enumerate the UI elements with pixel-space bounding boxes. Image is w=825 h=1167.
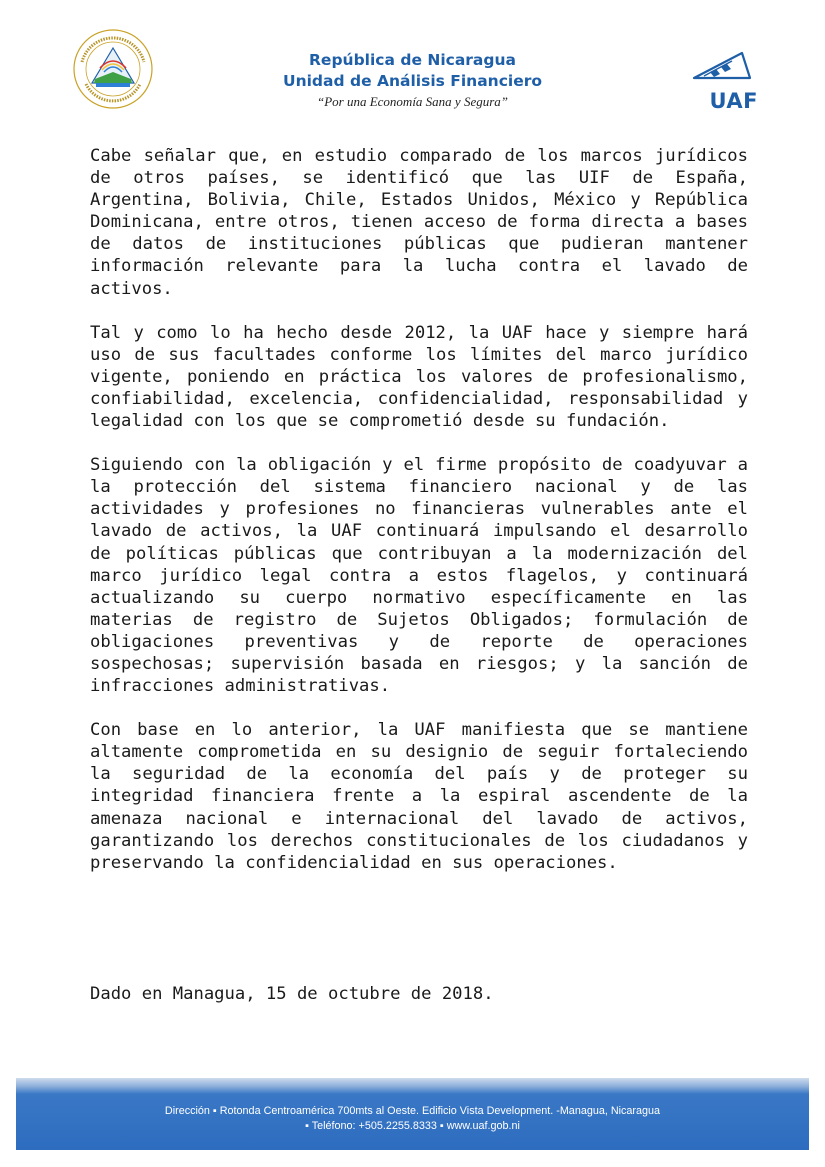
body-paragraph: Cabe señalar que, en estudio comparado de los marcos jurídicos de otros países, se identificó que las UIF de España, Argentina, Bolivia, Chile, Estados Unidos, México y República Dominicana, entre otros, tienen acceso de forma directa a bases de datos de instituciones públicas que pudieran mantener información relevante para la lucha contra el lavado de activos. (90, 146, 748, 299)
footer-address: Dirección ▪ Rotonda Centroamérica 700mts al Oeste. Edificio Vista Development. -Managua, Nicaragua (164, 1105, 661, 1117)
body-paragraph: Con base en lo anterior, la UAF manifiesta que se mantiene altamente comprometida en su designio de seguir fortaleciendo la seguridad de la economía del país y de proteger su integridad financiera frente a la espiral ascendente de la amenaza nacional e internacional del lavado de activos, garantizando los derechos constitucionales de los ciudadanos y preservando la confidencialidad en sus operaciones. (90, 720, 748, 873)
footer-contact (16, 1104, 809, 1134)
page-footer (16, 1078, 809, 1150)
nicaragua-seal-icon (72, 28, 154, 110)
uaf-logo-icon (680, 50, 760, 112)
agency-title: Unidad de Análisis Financiero (283, 72, 542, 90)
letterhead-title-block (180, 50, 645, 111)
footer-phone-web: ▪ Teléfono: +505.2255.8333 ▪ www.uaf.gob.ni (305, 1120, 520, 1132)
country-title: República de Nicaragua (309, 51, 516, 69)
letterhead (0, 0, 825, 130)
letter-body (90, 145, 748, 874)
uaf-logo-text: UAF (709, 89, 758, 113)
body-paragraph: Tal y como lo ha hecho desde 2012, la UAF hace y siempre hará uso de sus facultades conforme los límites del marco jurídico vigente, poniendo en práctica los valores de profesionalismo, confiabilidad, excelencia, confidencialidad, responsabilidad y legalidad con los que se comprometió desde su fundación. (90, 322, 748, 432)
date-signature-line: Dado en Managua, 15 de octubre de 2018. (90, 984, 494, 1004)
body-paragraph: Siguiendo con la obligación y el firme propósito de coadyuvar a la protección del sistema financiero nacional y de las actividades y profesiones no financieras vulnerables ante el lavado de activos, la UAF continuará impulsando el desarrollo de políticas públicas que contribuyan a la modernización del marco jurídico legal contra a estos flagelos, y continuará actualizando su cuerpo normativo específicamente en las materias de registro de Sujetos Obligados; formulación de obligaciones preventivas y de reporte de operaciones sospechosas; supervisión basada en riesgos; y la sanción de infracciones administrativas. (90, 455, 748, 697)
agency-slogan: “Por una Economía Sana y Segura” (316, 94, 509, 109)
